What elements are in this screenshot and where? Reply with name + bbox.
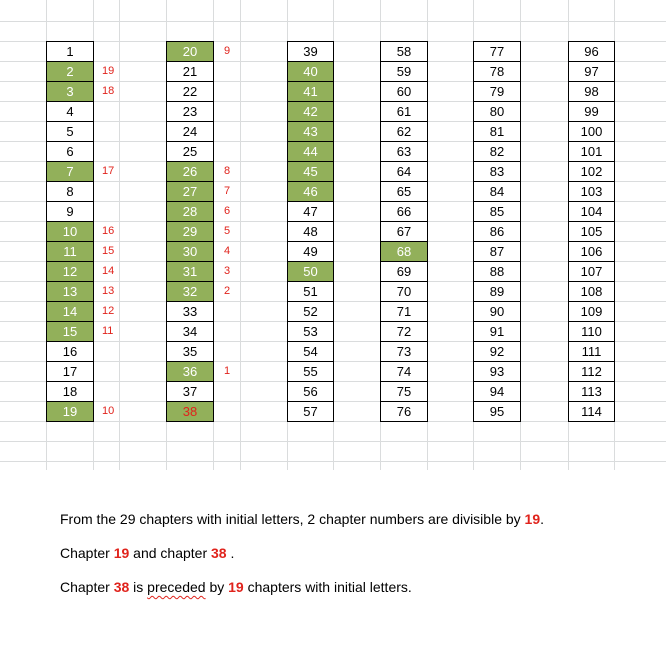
chapter-cell[interactable]: 66: [380, 201, 428, 222]
chapter-cell[interactable]: 73: [380, 341, 428, 362]
chapter-cell[interactable]: 49: [287, 241, 334, 262]
chapter-cell[interactable]: 74: [380, 361, 428, 382]
chapter-cell[interactable]: 12: [46, 261, 94, 282]
chapter-cell[interactable]: 37: [166, 381, 214, 402]
chapter-cell[interactable]: 24: [166, 121, 214, 142]
chapter-cell[interactable]: 69: [380, 261, 428, 282]
count-label[interactable]: 4: [224, 245, 231, 257]
count-label[interactable]: 17: [102, 165, 115, 177]
chapter-cell[interactable]: 71: [380, 301, 428, 322]
chapter-cell[interactable]: 39: [287, 41, 334, 62]
chapter-cell[interactable]: 43: [287, 121, 334, 142]
chapter-cell[interactable]: 96: [568, 41, 615, 62]
chapter-cell[interactable]: 4: [46, 101, 94, 122]
chapter-cell[interactable]: 100: [568, 121, 615, 142]
chapter-cell[interactable]: 89: [473, 281, 521, 302]
chapter-cell[interactable]: 17: [46, 361, 94, 382]
chapter-cell[interactable]: 32: [166, 281, 214, 302]
chapter-cell[interactable]: 40: [287, 61, 334, 82]
chapter-cell[interactable]: 91: [473, 321, 521, 342]
chapter-cell[interactable]: 21: [166, 61, 214, 82]
chapter-cell[interactable]: 42: [287, 101, 334, 122]
chapter-cell[interactable]: 62: [380, 121, 428, 142]
chapter-cell[interactable]: 53: [287, 321, 334, 342]
chapter-cell[interactable]: 27: [166, 181, 214, 202]
chapter-cell[interactable]: 28: [166, 201, 214, 222]
chapter-cell[interactable]: 88: [473, 261, 521, 282]
chapter-cell[interactable]: 105: [568, 221, 615, 242]
chapter-cell[interactable]: 104: [568, 201, 615, 222]
chapter-cell[interactable]: 87: [473, 241, 521, 262]
chapter-cell[interactable]: 76: [380, 401, 428, 422]
chapter-cell[interactable]: 44: [287, 141, 334, 162]
spellcheck-word[interactable]: preceded: [147, 579, 206, 595]
note-number: 38: [211, 545, 227, 561]
chapter-cell[interactable]: 13: [46, 281, 94, 302]
note-text: From the 29 chapters with initial letters, 2 chapter numbers are divisible by: [60, 511, 525, 527]
chapter-cell[interactable]: 99: [568, 101, 615, 122]
note-text: by: [205, 579, 229, 595]
chapter-cell[interactable]: 92: [473, 341, 521, 362]
chapter-cell[interactable]: 77: [473, 41, 521, 62]
chapter-cell[interactable]: 15: [46, 321, 94, 342]
chapter-cell[interactable]: 81: [473, 121, 521, 142]
chapter-cell[interactable]: 111: [568, 341, 615, 362]
note-number: 19: [228, 579, 244, 595]
chapter-cell[interactable]: 94: [473, 381, 521, 402]
chapter-cell[interactable]: 31: [166, 261, 214, 282]
chapter-cell[interactable]: 108: [568, 281, 615, 302]
chapter-cell[interactable]: 11: [46, 241, 94, 262]
chapter-cell[interactable]: 80: [473, 101, 521, 122]
chapter-cell[interactable]: 8: [46, 181, 94, 202]
chapter-cell[interactable]: 112: [568, 361, 615, 382]
chapter-cell[interactable]: 59: [380, 61, 428, 82]
chapter-cell[interactable]: 56: [287, 381, 334, 402]
chapter-cell[interactable]: 9: [46, 201, 94, 222]
chapter-cell[interactable]: 48: [287, 221, 334, 242]
chapter-cell[interactable]: 113: [568, 381, 615, 402]
chapter-cell[interactable]: 106: [568, 241, 615, 262]
chapter-cell[interactable]: 25: [166, 141, 214, 162]
chapter-cell[interactable]: 83: [473, 161, 521, 182]
note-line-1: [60, 511, 544, 527]
chapter-cell[interactable]: 46: [287, 181, 334, 202]
count-label[interactable]: 14: [102, 265, 115, 277]
chapter-cell[interactable]: 7: [46, 161, 94, 182]
count-label[interactable]: 16: [102, 225, 115, 237]
chapter-cell[interactable]: 33: [166, 301, 214, 322]
chapter-cell[interactable]: 19: [46, 401, 94, 422]
chapter-cell[interactable]: 114: [568, 401, 615, 422]
count-label[interactable]: 12: [102, 305, 115, 317]
chapter-cell[interactable]: 102: [568, 161, 615, 182]
chapter-cell[interactable]: 70: [380, 281, 428, 302]
chapter-cell[interactable]: 20: [166, 41, 214, 62]
chapter-cell[interactable]: 16: [46, 341, 94, 362]
note-text: and chapter: [129, 545, 212, 561]
count-label[interactable]: 3: [224, 265, 231, 277]
count-label[interactable]: 15: [102, 245, 115, 257]
chapter-cell[interactable]: 18: [46, 381, 94, 402]
chapter-cell[interactable]: 36: [166, 361, 214, 382]
count-label[interactable]: 7: [224, 185, 231, 197]
count-label[interactable]: 18: [102, 85, 115, 97]
chapter-cell[interactable]: 82: [473, 141, 521, 162]
chapter-cell[interactable]: 78: [473, 61, 521, 82]
chapter-cell[interactable]: 63: [380, 141, 428, 162]
chapter-cell[interactable]: 2: [46, 61, 94, 82]
chapter-cell[interactable]: 75: [380, 381, 428, 402]
chapter-cell[interactable]: 54: [287, 341, 334, 362]
chapter-cell[interactable]: 60: [380, 81, 428, 102]
chapter-cell[interactable]: 47: [287, 201, 334, 222]
chapter-cell[interactable]: 22: [166, 81, 214, 102]
chapter-cell[interactable]: 38: [166, 401, 214, 422]
chapter-cell[interactable]: 103: [568, 181, 615, 202]
chapter-cell[interactable]: 29: [166, 221, 214, 242]
chapter-cell[interactable]: 58: [380, 41, 428, 62]
note-text: is: [129, 579, 148, 595]
chapter-cell[interactable]: 95: [473, 401, 521, 422]
chapter-cell[interactable]: 57: [287, 401, 334, 422]
note-text: chapters with initial letters.: [243, 579, 412, 595]
chapter-cell[interactable]: 51: [287, 281, 334, 302]
chapter-cell[interactable]: 97: [568, 61, 615, 82]
chapter-cell[interactable]: 93: [473, 361, 521, 382]
chapter-cell[interactable]: 64: [380, 161, 428, 182]
chapter-cell[interactable]: 55: [287, 361, 334, 382]
note-text: Chapter: [60, 545, 114, 561]
chapter-cell[interactable]: 110: [568, 321, 615, 342]
chapter-cell[interactable]: 79: [473, 81, 521, 102]
count-label[interactable]: 1: [224, 365, 231, 377]
chapter-cell[interactable]: 35: [166, 341, 214, 362]
chapter-cell[interactable]: 1: [46, 41, 94, 62]
chapter-cell[interactable]: 3: [46, 81, 94, 102]
chapter-cell[interactable]: 68: [380, 241, 428, 262]
chapter-cell[interactable]: 101: [568, 141, 615, 162]
chapter-cell[interactable]: 107: [568, 261, 615, 282]
note-number: 19: [113, 545, 130, 561]
note-number: 19: [524, 511, 541, 527]
chapter-cell[interactable]: 65: [380, 181, 428, 202]
count-label[interactable]: 5: [224, 225, 231, 237]
chapter-cell[interactable]: 67: [380, 221, 428, 242]
chapter-cell[interactable]: 84: [473, 181, 521, 202]
chapter-cell[interactable]: 41: [287, 81, 334, 102]
chapter-cell[interactable]: 5: [46, 121, 94, 142]
count-label[interactable]: 19: [102, 65, 115, 77]
chapter-cell[interactable]: 26: [166, 161, 214, 182]
note-text: .: [226, 545, 235, 561]
chapter-cell[interactable]: 85: [473, 201, 521, 222]
count-label[interactable]: 6: [224, 205, 231, 217]
chapter-cell[interactable]: 10: [46, 221, 94, 242]
chapter-cell[interactable]: 45: [287, 161, 334, 182]
chapter-cell[interactable]: 23: [166, 101, 214, 122]
count-label[interactable]: 8: [224, 165, 231, 177]
note-line-2: [60, 545, 234, 561]
chapter-cell[interactable]: 34: [166, 321, 214, 342]
count-label[interactable]: 2: [224, 285, 231, 297]
note-number: 38: [113, 579, 130, 595]
chapter-cell[interactable]: 14: [46, 301, 94, 322]
count-label[interactable]: 9: [224, 45, 231, 57]
count-label[interactable]: 13: [102, 285, 115, 297]
chapter-cell[interactable]: 61: [380, 101, 428, 122]
count-label[interactable]: 10: [102, 405, 115, 417]
chapter-cell[interactable]: 52: [287, 301, 334, 322]
chapter-cell[interactable]: 109: [568, 301, 615, 322]
chapter-cell[interactable]: 86: [473, 221, 521, 242]
chapter-cell[interactable]: 72: [380, 321, 428, 342]
note-line-3: [60, 579, 412, 595]
note-text: .: [540, 511, 545, 527]
chapter-cell[interactable]: 50: [287, 261, 334, 282]
chapter-cell[interactable]: 98: [568, 81, 615, 102]
chapter-cell[interactable]: 30: [166, 241, 214, 262]
count-label[interactable]: 11: [102, 325, 114, 337]
chapter-cell[interactable]: 90: [473, 301, 521, 322]
note-text: Chapter: [60, 579, 114, 595]
chapter-cell[interactable]: 6: [46, 141, 94, 162]
